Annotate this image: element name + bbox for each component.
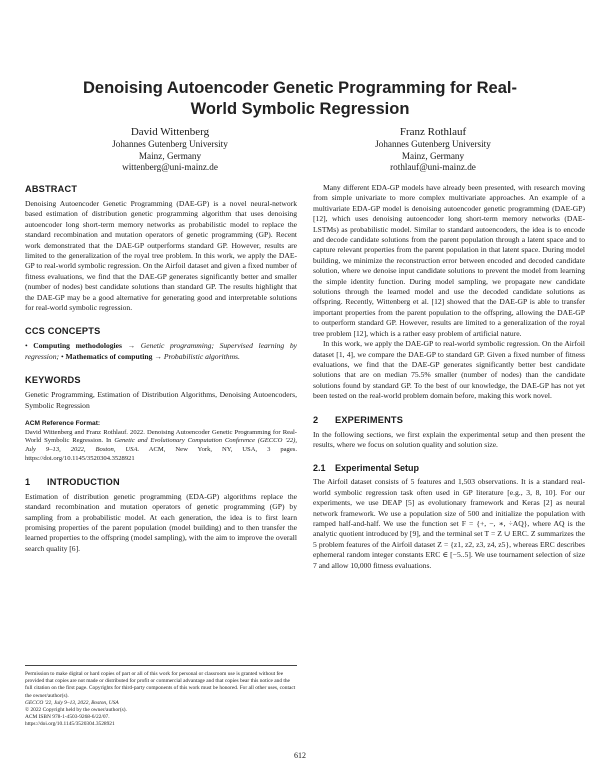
section-number: 2: [313, 414, 319, 425]
author-email: wittenberg@uni-mainz.de: [122, 162, 218, 172]
permission-isbn: ACM ISBN 978-1-4503-9268-6/22/07.: [25, 714, 110, 721]
author-block-1: [50, 126, 290, 174]
introduction-heading: [25, 476, 297, 488]
author-affiliation: Johannes Gutenberg University: [112, 139, 228, 149]
abstract-heading: ABSTRACT: [25, 184, 78, 194]
author-affiliation: Johannes Gutenberg University: [375, 139, 491, 149]
setup-heading: [313, 462, 585, 474]
experiments-heading: [313, 414, 585, 426]
author-name: David Wittenberg: [130, 126, 210, 138]
reference-venue: Genetic and Evolutionary Computation Conference (GECCO '22), July 9–13, 2022, Boston, USA.: [25, 437, 298, 454]
permission-venue: GECCO '22, July 9–13, 2022, Boston, USA: [25, 699, 119, 706]
subsection-number: 2.1: [313, 463, 326, 474]
permission-copyright: © 2022 Copyright held by the owner/author(s).: [25, 707, 127, 714]
experiments-text: In the following sections, we first explain the experimental setup and then present the results, where we focus on solution quality and solution size.: [313, 429, 585, 449]
ccs-desc: Genetic programming; Supervised learning by regression;: [25, 341, 297, 361]
ccs-term: Computing methodologies: [33, 341, 122, 351]
keywords-heading: KEYWORDS: [25, 375, 81, 386]
permission-text: Permission to make digital or hard copies of part or all of this work for personal or classroom use is granted without fee provided that copies are not made or distributed for profit or commercial advantage and that copies bear this notice and the full citation on the first page. Copyrights for third-party components of this work must be honored. For all other uses, contact the owner/author(s).: [25, 671, 296, 699]
section-title: EXPERIMENTS: [335, 414, 404, 425]
ccs-text: [25, 341, 297, 362]
permission-doi: https://doi.org/10.1145/3520304.3528921: [25, 721, 115, 728]
subsection-title: Experimental Setup: [335, 463, 420, 474]
paper-title: Denoising Autoencoder Genetic Programming for Real-World Symbolic Regression: [83, 79, 517, 118]
reference-format-text: [25, 429, 297, 464]
section-title: INTRODUCTION: [47, 476, 120, 487]
ccs-arrow: →: [154, 351, 162, 361]
page-number: 612: [294, 751, 306, 760]
section-number: 1: [25, 476, 31, 487]
author-name: Franz Rothlauf: [399, 126, 467, 138]
author-email: rothlauf@uni-mainz.de: [390, 162, 476, 172]
right-column: [313, 183, 585, 571]
body-paragraph: In this work, we apply the DAE-GP to real-world symbolic regression. On the Airfoil dataset [1, 4], we compare the DAE-GP to standard GP. Given a fixed number of fitness evaluations, we find that the DAE-GP generates significantly better best candidate solutions that are on median 75.5% smaller (number of nodes) than the candidate solutions found by standard GP. To the best of our knowledge, the DAE-GP has not yet been tested on the real-world problem domain before, making this work novel.: [313, 339, 585, 401]
reference-doi: ACM, New York, NY, USA, 3 pages. https://doi.org/10.1145/3520304.3528921: [25, 446, 297, 462]
ccs-arrow: →: [127, 341, 136, 351]
ccs-bullet: •: [25, 341, 28, 351]
setup-text: The Airfoil dataset consists of 5 features and 1,503 observations. It is a standard real-world symbolic regression task often used in GP literature [e.g., 3, 8, 10]. For our experiments, we use DEAP [5] as evolutionary framework and Keras [2] as neural network framework. We use a population size of 500 and initialize the population with ramped half-and-half. We use the function set F = {+, −, ∗, ÷AQ}, where AQ is the analytic quotient introduced by [9], and the terminal set T = Z ∪ ERC. Z summarizes the 5 problem features of the Airfoil dataset Z = {z1, z2, z3, z4, z5}, whereas ERC describes ephemeral random integer constants ERC ∈ [−5..5]. We use tournament selection of size 7 and allow 10,000 fitness evaluations.: [313, 477, 585, 570]
ccs-desc: Probabilistic algorithms.: [163, 351, 240, 361]
ccs-heading: CCS CONCEPTS: [25, 326, 101, 337]
keywords-text: Genetic Programming, Estimation of Distribution Algorithms, Denoising Autoencoders, Symbolic Regression: [25, 390, 297, 410]
left-column: [25, 183, 297, 554]
body-paragraph: Many different EDA-GP models have already been presented, with research moving from simple univariate to more complex multivariate approaches. An example of a multivariate EDA-GP model is denoising autoencoder genetic programming (DAE-GP) [12], which uses denoising autoencoder long short-term memory networks (DAE-LSTMs) as probabilistic model. Similar to standard autoencoders, the idea is to encode and decode candidate solutions from the parent population through a latent space and to capture relevant properties from the parent population in that latent space. During model building, we minimize the reconstruction error between encoded and decoded candidate solution, where we denoise input candidate solutions to prevent the model from learning the simple identity function. During model sampling, we propagate new candidate solutions through the learned model and use the decoded candidate solutions as offspring. Recently, Wittenberg et al. [12] showed that the DAE-GP is able to transfer important properties from the parent population to the offspring, allowing the DAE-GP to outperform standard GP. However, results are limited to a generalization of the royal tree problem [12], which is a rather easy problem of artificial nature.: [313, 183, 585, 338]
author-location: Mainz, Germany: [138, 150, 202, 161]
author-block-2: [313, 126, 553, 174]
introduction-text: Estimation of distribution genetic programming (EDA-GP) algorithms replace the standard recombination and mutation operators of genetic programming (GP) by sampling from a probabilistic model. At each generation, the idea is to first learn promising properties of the parent population (model building) and to then transfer the learned properties to the offspring (model sampling), with the aim to improve the overall search quality [6].: [25, 491, 297, 553]
author-location: Mainz, Germany: [401, 150, 465, 161]
reference-authors: David Wittenberg and Franz Rothlauf. 2022. Denoising Autoencoder Genetic Programming for Real-World Symbolic Regression. In: [25, 428, 297, 445]
permission-footnote: [25, 665, 297, 729]
reference-format-heading: ACM Reference Format:: [25, 420, 101, 428]
abstract-text: Denoising Autoencoder Genetic Programming (DAE-GP) is a novel neural-network based estimation of distribution genetic programming algorithm that uses denoising autoencoder long short-term memory networks as probabilistic model to replace the standard recombination and mutation operators of genetic programming (GP). Recent work demonstrated that the DAE-GP outperforms standard GP. However, results are limited to the generalization of the royal tree problem. In this work, we apply the DAE-GP to real-world symbolic regression. On the Airfoil dataset and given a fixed number of fitness evaluations, we find that the DAE-GP generates significantly better and smaller (number of nodes) best candidate solutions than standard GP. The results highlight that the DAE-GP may be a good alternative for generating good and interpretable solutions for real-world symbolic regression.: [25, 199, 297, 313]
ccs-term: Mathematics of computing: [65, 351, 153, 361]
ccs-bullet: •: [60, 351, 64, 361]
